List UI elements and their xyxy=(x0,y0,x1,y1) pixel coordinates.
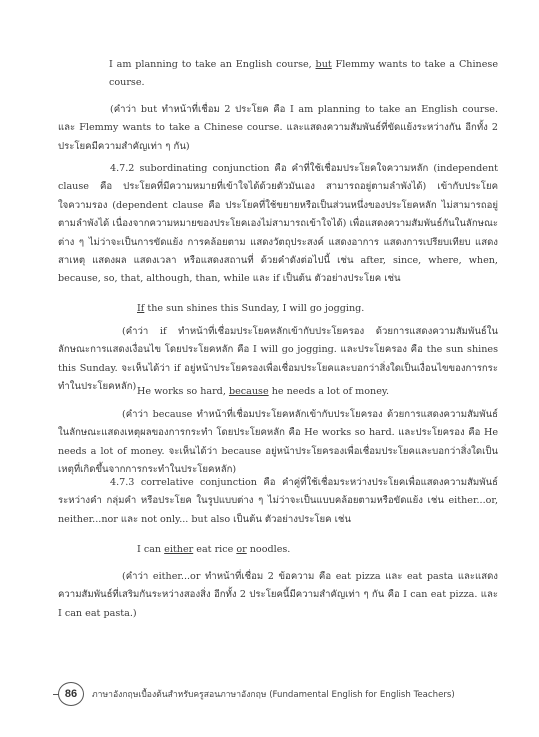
sentence-text: noodles. xyxy=(246,544,291,555)
conjunction-if: If xyxy=(137,303,145,314)
conjunction-but: but xyxy=(315,59,332,70)
conjunction-because: because xyxy=(228,386,269,397)
explanation-but: (คำว่า but ทำหน้าที่เชื่อม 2 ประโยค คือ I am planning to take an English course. และ Flemmy wants to take a Chinese course. และแสดงความสัมพันธ์ที่ขัดแย้งระหว่างกัน อีกทั้ง 2 ประโยคมีความสำคัญเท่า ๆ กัน) xyxy=(58,104,498,152)
section-4-7-2: 4.7.2 subordinating conjunction คือ คำที่ใช้เชื่อมประโยคใจความหลัก (independent clause คือ ประโยคที่มีความหมายที่เข้าใจได้ด้วยตัวมันเอง สามารถอยู่ตามลำพังได้) เข้ากับประโยคใจความรอง (dependent clause คือ ประโยคที่ใช้ขยายหรือเป็นส่วนหนึ่งของประโยคหลัก ไม่สามารถอยู่ตามลำพังได้ เนื่องจากความหมายของประโยคเองไม่สามารถเข้าใจได้) เพื่อแสดงความสัมพันธ์กันในลักษณะต่าง ๆ ไม่ว่าจะเป็นการขัดแย้ง การคล้อยตาม แสดงวัตถุประสงค์ แสดงอาการ แสดงการเปรียบเทียบ แสดงสาเหตุ แสดงผล แสดงเวลา หรือแสดงสถานที่ ด้วยคำดังต่อไปนี้ เช่น after, since, where, when, because, so, that, although, than, while และ if เป็นต้น ตัวอย่างประโยค เช่น xyxy=(58,163,498,285)
sentence-text: eat rice xyxy=(193,544,237,555)
footer-book-title: ภาษาอังกฤษเบื้องต้นสำหรับครูสอนภาษาอังกฤษ (Fundamental English for English Teachers) xyxy=(92,690,455,700)
sentence-text: he needs a lot of money. xyxy=(268,386,390,397)
page-number: 86 xyxy=(58,682,84,706)
example-sentence-if xyxy=(137,300,364,318)
section-4-7-3: 4.7.3 correlative conjunction คือ คำคู่ที่ใช้เชื่อมระหว่างประโยคเพื่อแสดงความสัมพันธ์ระหว่างคำ กลุ่มคำ หรือประโยค ในรูปแบบต่าง ๆ ไม่ว่าจะเป็นแบบคล้อยตามหรือขัดแย้ง เช่น either...or, neither...nor และ not only... but also เป็นต้น ตัวอย่างประโยค เช่น xyxy=(58,477,498,525)
example-sentence-because xyxy=(137,383,389,401)
example-sentence-either-or xyxy=(137,541,290,559)
explanation-either-or: (คำว่า either...or ทำหน้าที่เชื่อม 2 ข้อความ คือ eat pizza และ eat pasta และแสดงความสัมพันธ์ที่เสริมกันระหว่างสองสิ่ง อีกทั้ง 2 ประโยคนี้มีความสำคัญเท่า ๆ กัน คือ I can eat pizza. และ I can eat pasta.) xyxy=(58,571,498,619)
conjunction-either: either xyxy=(164,544,194,555)
sentence-text: Flemmy wants to take a Chinese course. xyxy=(109,59,498,89)
conjunction-or: or xyxy=(236,544,247,555)
sentence-text: I can xyxy=(137,544,165,555)
sentence-text: I am planning to take an English course, xyxy=(109,59,316,70)
sentence-text: He works so hard, xyxy=(137,386,229,397)
sentence-text: the sun shines this Sunday, I will go jogging. xyxy=(144,303,365,314)
example-sentence-but xyxy=(109,56,498,93)
page-footer xyxy=(58,680,498,706)
explanation-because: (คำว่า because ทำหน้าที่เชื่อมประโยคหลักเข้ากับประโยครอง ด้วยการแสดงความสัมพันธ์ในลักษณะแสดงเหตุผลของการกระทำ โดยประโยคหลัก คือ He works so hard. และประโยครอง คือ He needs a lot of money. จะเห็นได้ว่า because อยู่หน้าประโยครองเพื่อเชื่อมประโยคและบอกว่าสิ่งใดเป็นเหตุที่เกิดขึ้นจากการกระทำในประโยคหลัก) xyxy=(58,409,498,476)
explanation-if: (คำว่า if ทำหน้าที่เชื่อมประโยคหลักเข้ากับประโยครอง ด้วยการแสดงความสัมพันธ์ในลักษณะการแสดงเงื่อนไข โดยประโยคหลัก คือ I will go jogging. และประโยครอง คือ the sun shines this Sunday. จะเห็นได้ว่า if อยู่หน้าประโยครองเพื่อเชื่อมประโยคและบอกว่าสิ่งใดเป็นเงื่อนไขของการกระทำในประโยคหลัก) xyxy=(58,326,498,393)
